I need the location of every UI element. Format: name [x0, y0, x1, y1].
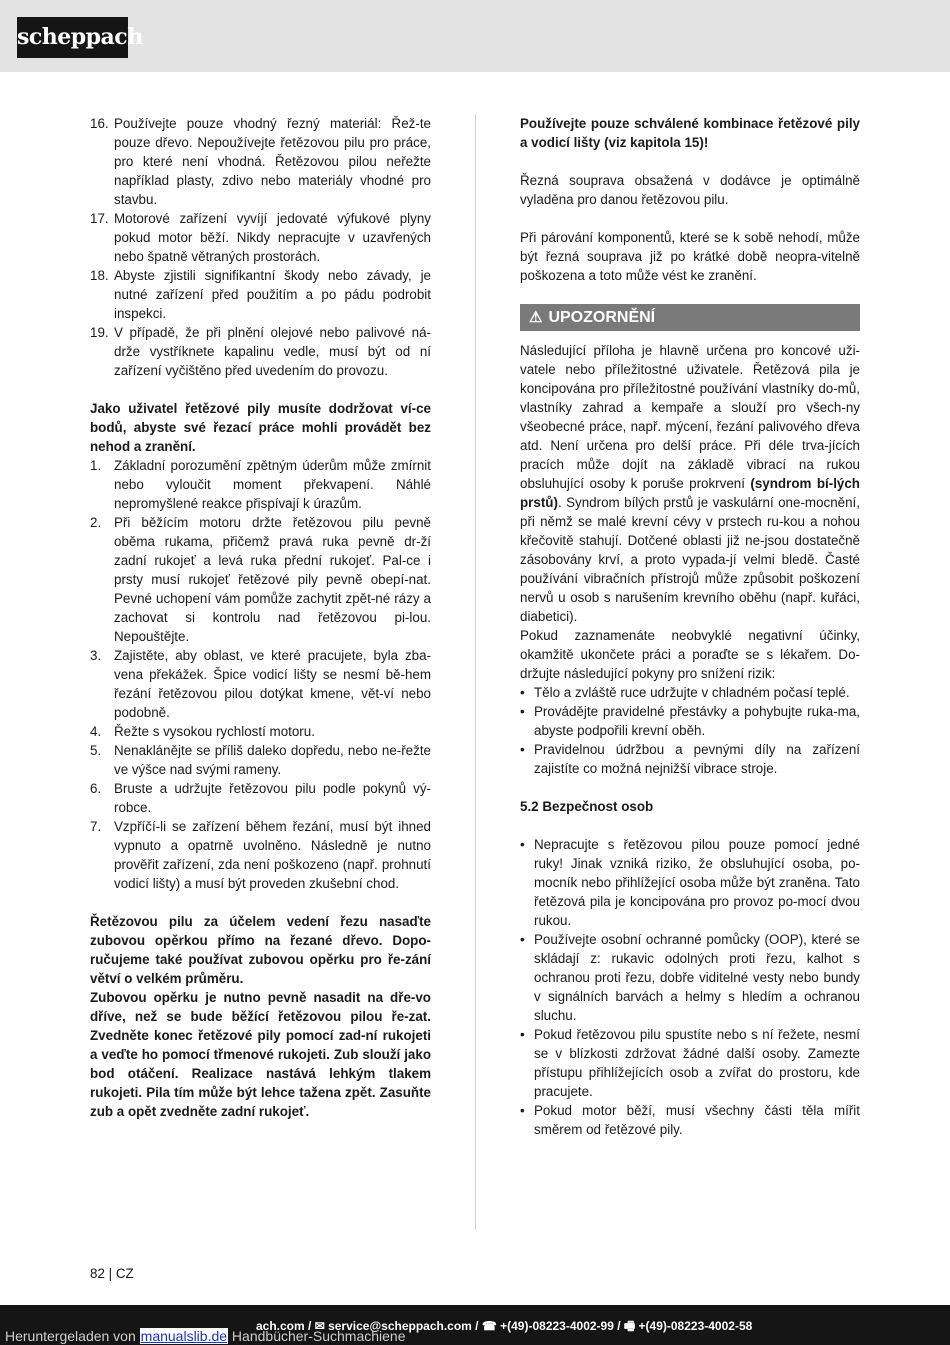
- risk-list: [520, 683, 860, 778]
- right-column: [520, 114, 860, 1139]
- paragraph: Řezná souprava obsažená v dodávce je optimálně vyladěna pro danou řetězovou pilu.: [520, 173, 860, 207]
- list-item: 1. Základní porozumění zpětným úderům může zmírnit nebo vyloučit moment překvapení. Náhlé nepromyšlené reakce přispívají k úrazům.: [90, 458, 431, 511]
- section-heading: 5.2 Bezpečnost osob: [520, 799, 654, 814]
- list-item: • Provádějte pravidelné přestávky a pohybujte ruka-ma, abyste podpořili krevní oběh.: [520, 704, 860, 738]
- list-item: 18. Abyste zjistili signifikantní škody nebo závady, je nutné zařízení před použitím a po pádu podrobit inspekci.: [90, 268, 431, 321]
- list-item: 2. Při běžícím motoru držte řetězovou pilu pevně oběma rukama, přičemž pravá ruka pevně dr-ží zadní rukojeť a levá ruka přední rukojeť. Pal-ce i prsty musí rukojeť řetězové pily pevně obepí-nat. Pevné uchopení vám pomůže zachytit zpět-né rázy a zachovat si kontrolu nad řetězovou pi-lou. Nepouštějte.: [90, 515, 431, 644]
- footer-bar: [0, 1305, 950, 1345]
- list-item: • Používejte osobní ochranné pomůcky (OOP), které se skládají z: rukavic odolných proti řezu, kalhot s ochranou proti řezu, dobře viditelné vesty nebo bundy v signálních barvách a helmy s hledím a ochranou sluchu.: [520, 932, 860, 1023]
- column-divider: [475, 114, 476, 1230]
- list-item: 5. Nenaklánějte se příliš daleko dopředu, nebo ne-řežte ve výšce nad svými rameny.: [90, 743, 431, 777]
- vibration-paragraph: Následující příloha je hlavně určena pro koncové uži-vatele nebo příležitostné uživatele. Řetězová pila je koncipována pro příležitostné používání vlastníky do-mů, vlastníky zahrad a kempaře a slouží pro všech-ny všeobecné práce, např. mýcení, řezání palivového dřeva atd. Není určena pro delší práce. Při déle trva-jících pracích může dojít na základě vibrací na rukou obsluhující osoby k poruše prokrvení (syndrom bí-lých prstů). Syndrom bílých prstů je vaskulární one-mocnění, při němž se malé krevní cévy v prstech ru-kou a nohou křečovitě stahují. Dotčené oblasti již ne-jsou dostatečně zásobovány krví, a proto vypada-jí velmi bledě. Časté používání vibračních přístrojů může způsobit poškození nervů u osob s narušením krevního oběhu (např. kuřáci, diabetici).: [520, 343, 860, 624]
- list-item: • Pravidelnou údržbou a pevnými díly na zařízení zajistíte co možná nejnižší vibrace stroje.: [520, 742, 860, 776]
- list-item: 19. V případě, že při plnění olejové nebo palivové ná-drže vystříknete kapalinu vedle, musí být od ní zařízení vyčištěno před uvedením do provozu.: [90, 325, 431, 378]
- download-credit: Heruntergeladen von manualslib.de Handbücher-Suchmachiene: [5, 1328, 406, 1344]
- manualslib-link[interactable]: manualslib.de: [140, 1328, 228, 1344]
- list-item: 16. Používejte pouze vhodný řezný materiál: Řež-te pouze dřevo. Nepoužívejte řetězovou pilu pro práce, pro které není vhodná. Řetězovou pilou neřežte například plasty, zdivo nebo materiály vhodné pro stavbu.: [90, 116, 431, 207]
- list-item: • Nepracujte s řetězovou pilou pouze pomocí jedné ruky! Jinak vzniká riziko, že obsluhující osoba, po-mocník nebo přihlížející osoba může být zraněna. Tato řetězová pila je koncipována pro provoz po-mocí dvou rukou.: [520, 837, 860, 928]
- left-column: [90, 114, 431, 1121]
- page-number: 82 | CZ: [90, 1266, 134, 1281]
- page-header: [0, 0, 950, 72]
- list-item: • Pokud motor běží, musí všechny části těla mířit směrem od řetězové pily.: [520, 1103, 860, 1137]
- list-item: 6. Bruste a udržujte řetězovou pilu podle pokynů vý-robce.: [90, 781, 431, 815]
- paragraph: Při párování komponentů, které se k sobě nehodí, může být řezná souprava již po krátké době neopra-vitelně poškozena a toto může vést ke zranění.: [520, 230, 860, 283]
- list-item: • Pokud řetězovou pilu spustíte nebo s ní řežete, nesmí se v blízkosti zdržovat žádné další osoby. Zamezte přístupu přihlížejících osob a zvířat do prostoru, kde pracujete.: [520, 1027, 860, 1099]
- list-item: • Tělo a zvláště ruce udržujte v chladném počasí teplé.: [520, 685, 850, 700]
- list-item: 17. Motorové zařízení vyvíjí jedovaté výfukové plyny pokud motor běží. Nikdy nepracujte v uzavřených nebo špatně větraných prostorách.: [90, 211, 431, 264]
- combination-note: Používejte pouze schválené kombinace řetězové pily a vodicí lišty (viz kapitola 15)!: [520, 116, 860, 150]
- list-item: 4. Řežte s vysokou rychlostí motoru.: [90, 724, 315, 739]
- warning-banner: ⚠ UPOZORNĚNÍ: [520, 304, 860, 331]
- contact-line: ach.com / ✉ service@scheppach.com / ☎ +(49)-08223-4002-99 / 🖷 +(49)-08223-4002-58: [256, 1319, 753, 1333]
- bold-paragraph-1: Řetězovou pilu za účelem vedení řezu nasaďte zubovou opěrkou přímo na řezané dřevo. Dopo-ručujeme také používat zubovou opěrku pro ře-zání větví o velkém průměru.: [90, 914, 431, 986]
- intro-paragraph: Jako uživatel řetězové pily musíte dodržovat ví-ce bodů, abyste své řezací práce mohli provádět bez nehod a zranění.: [90, 401, 431, 454]
- safety-list-a: [90, 114, 431, 380]
- warning-triangle-icon: ⚠: [529, 309, 543, 326]
- list-item: 7. Vzpříčí-li se zařízení během řezání, musí být ihned vypnuto a opatrně uvolněno. Následně je nutno prověřit zařízení, zda není poškozeno (např. prohnutí vodicí lišty) a musí být proveden zkušební chod.: [90, 819, 431, 891]
- paragraph: Pokud zaznamenáte neobvyklé negativní účinky, okamžitě ukončete práci a poraďte se s lékařem. Do-držujte následující pokyny pro snížení rizik:: [520, 628, 860, 681]
- scheppach-logo: scheppach: [17, 17, 128, 58]
- personal-safety-list: [520, 835, 860, 1139]
- bold-paragraph-2: Zubovou opěrku je nutno pevně nasadit na dře-vo dříve, než se bude běžící řetězovou pilou ře-zat. Zvedněte konec řetězové pily pomocí zad-ní rukojeti a veďte ho pomocí třmenové rukojeti. Zub slouží jako bod otáčení. Realizace nastává lehkým tlakem rukojeti. Pila tím může být lehce tažena zpět. Zasuňte zub a opět zvedněte zadní rukojeť.: [90, 990, 431, 1119]
- safety-list-b: [90, 456, 431, 893]
- list-item: 3. Zajistěte, aby oblast, ve které pracujete, byla zba-vena překážek. Špice vodicí lišty se nesmí bě-hem řezání řetězovou pilou dotýkat kmene, vět-ví nebo podobně.: [90, 648, 431, 720]
